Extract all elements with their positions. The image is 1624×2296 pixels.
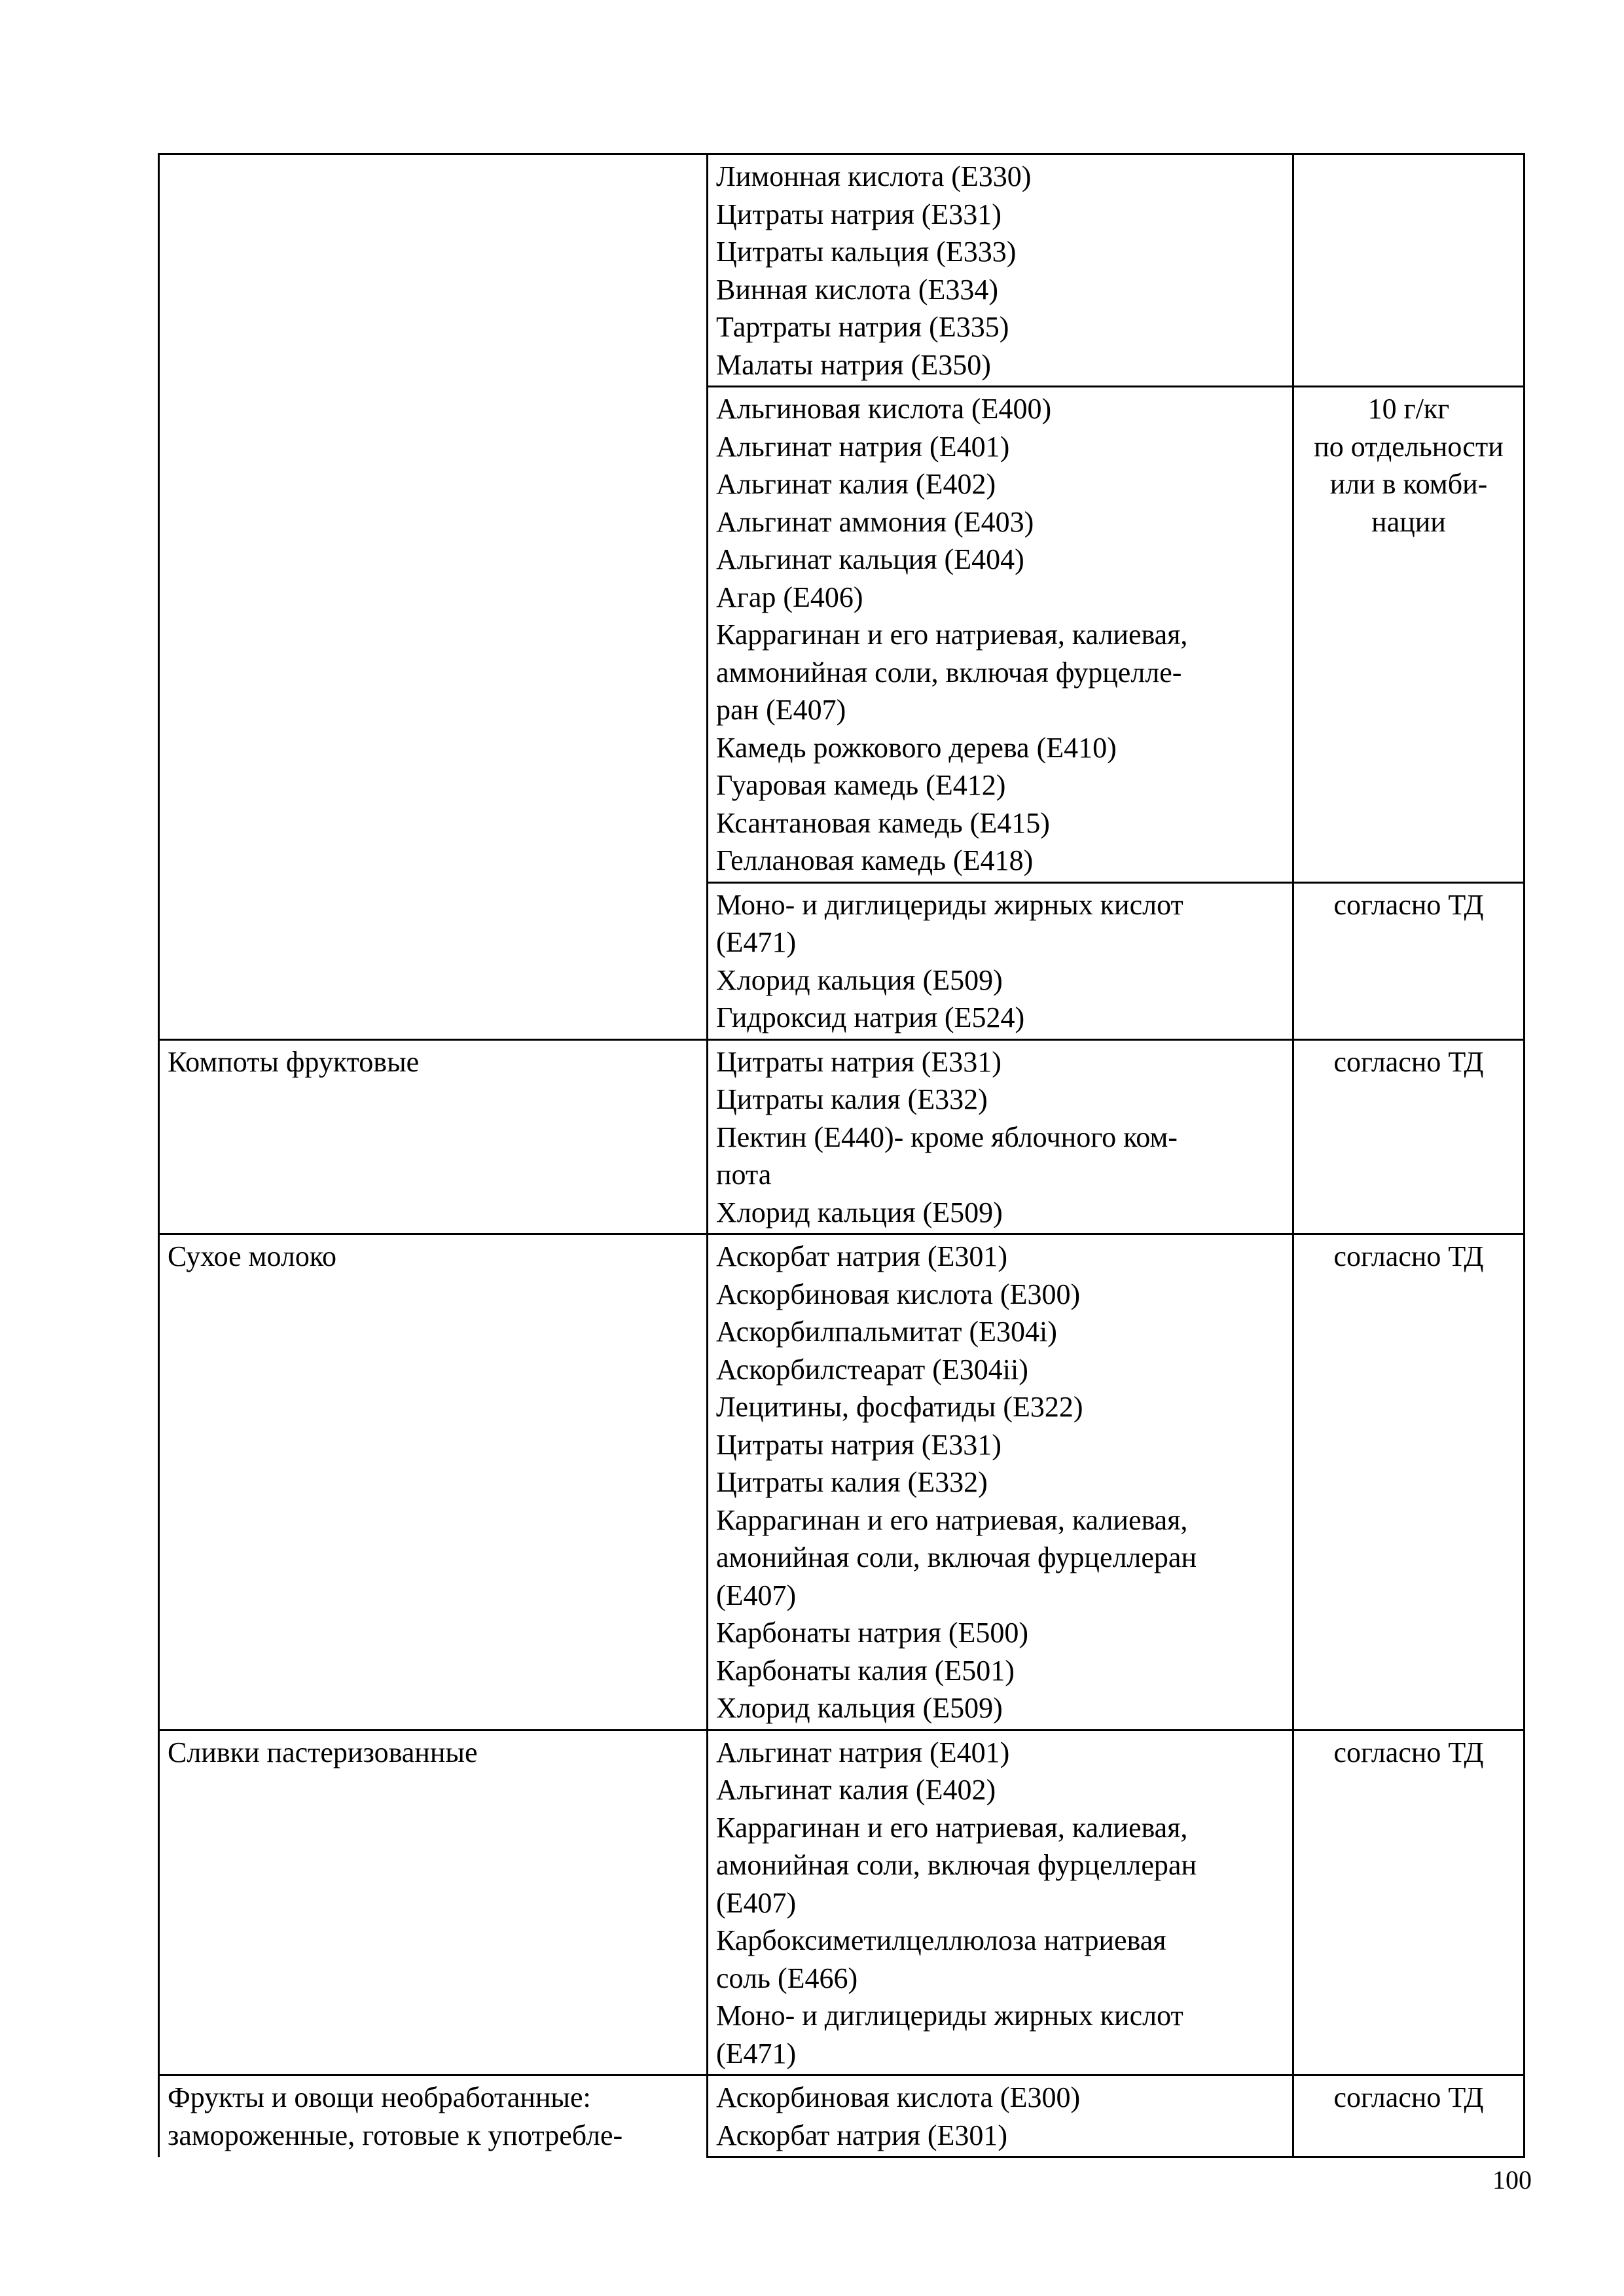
cell-line: Моно- и диглицериды жирных кислот <box>716 888 1183 921</box>
product-cell <box>159 1234 708 1731</box>
additives-cell <box>708 387 1293 883</box>
cell-line: согласно ТД <box>1333 1736 1484 1768</box>
cell-line: (Е471) <box>716 926 797 958</box>
cell-line: Каррагинан и его натриевая, калиевая, <box>716 1503 1188 1536</box>
norm-cell <box>1293 1039 1525 1234</box>
product-cell <box>159 1039 708 1234</box>
norm-cell <box>1293 387 1525 883</box>
additives-cell <box>708 154 1293 387</box>
product-cell <box>159 2075 708 2157</box>
cell-line: Карбонаты калия (Е501) <box>716 1654 1015 1687</box>
cell-line: Сухое молоко <box>168 1240 337 1272</box>
cell-line: Цитраты калия (Е332) <box>716 1083 988 1115</box>
cell-line: Цитраты калия (Е332) <box>716 1466 988 1498</box>
cell-line: Фрукты и овощи необработанные: <box>168 2081 591 2113</box>
table-row <box>159 1039 1525 1234</box>
cell-line: пота <box>716 1158 772 1191</box>
cell-line: Карбонаты натрия (Е500) <box>716 1617 1029 1649</box>
cell-line: ран (Е407) <box>716 694 846 726</box>
cell-line: Гидроксид натрия (Е524) <box>716 1001 1025 1033</box>
cell-line: Карбоксиметилцеллюлоза натриевая <box>716 1924 1166 1956</box>
cell-line: Лимонная кислота (Е330) <box>716 160 1032 192</box>
additives-cell <box>708 1039 1293 1234</box>
cell-line: амонийная соли, включая фурцеллеран <box>716 1849 1197 1881</box>
cell-line: Ксантановая камедь (Е415) <box>716 806 1050 839</box>
cell-line: по отдельности <box>1314 430 1504 463</box>
cell-line: Геллановая камедь (Е418) <box>716 844 1034 876</box>
cell-line: Камедь рожкового дерева (Е410) <box>716 731 1117 764</box>
cell-line: Цитраты кальция (Е333) <box>716 236 1017 268</box>
cell-line: Аскорбилпальмитат (Е304i) <box>716 1316 1057 1348</box>
cell-line: Пектин (Е440)- кроме яблочного ком- <box>716 1121 1178 1153</box>
cell-line: Альгинат аммония (Е403) <box>716 505 1034 538</box>
norm-cell <box>1293 1234 1525 1731</box>
cell-line: Аскорбат натрия (Е301) <box>716 1240 1008 1272</box>
cell-line: или в комби- <box>1329 468 1488 500</box>
additives-cell <box>708 2075 1293 2157</box>
product-cell <box>159 154 708 1040</box>
cell-line: согласно ТД <box>1333 1240 1484 1272</box>
cell-line: Хлорид кальция (Е509) <box>716 1196 1003 1229</box>
norm-cell <box>1293 882 1525 1039</box>
cell-line: Хлорид кальция (Е509) <box>716 963 1003 996</box>
cell-line: Альгинат натрия (Е401) <box>716 1736 1010 1768</box>
cell-line: Цитраты натрия (Е331) <box>716 198 1001 230</box>
cell-line: Сливки пастеризованные <box>168 1736 478 1768</box>
cell-line: замороженные, готовые к употребле- <box>168 2119 623 2151</box>
table-row <box>159 1730 1525 2075</box>
cell-line: Компоты фруктовые <box>168 1045 420 1078</box>
cell-line: согласно ТД <box>1333 888 1484 921</box>
table-row <box>159 1234 1525 1731</box>
cell-line: аммонийная соли, включая фурцелле- <box>716 656 1182 689</box>
cell-line: Альгинат натрия (Е401) <box>716 430 1010 463</box>
cell-line: Моно- и диглицериды жирных кислот <box>716 2000 1183 2032</box>
cell-line: Цитраты натрия (Е331) <box>716 1428 1001 1461</box>
cell-line: Альгинат кальция (Е404) <box>716 543 1024 575</box>
cell-line: Винная кислота (Е334) <box>716 273 999 306</box>
cell-line: Альгиновая кислота (Е400) <box>716 393 1052 425</box>
cell-line: Агар (Е406) <box>716 581 863 613</box>
cell-line: нации <box>1371 505 1446 538</box>
cell-line: Аскорбат натрия (Е301) <box>716 2119 1008 2151</box>
cell-line: Тартраты натрия (Е335) <box>716 311 1009 343</box>
cell-line: (Е407) <box>716 1579 797 1611</box>
cell-line: Аскорбиновая кислота (Е300) <box>716 1278 1081 1310</box>
cell-line: Аскорбиновая кислота (Е300) <box>716 2081 1081 2113</box>
cell-line: Малаты натрия (Е350) <box>716 348 991 381</box>
product-cell <box>159 1730 708 2075</box>
cell-line: Аскорбилстеарат (Е304ii) <box>716 1353 1028 1386</box>
additives-cell <box>708 1234 1293 1731</box>
cell-line: 10 г/кг <box>1367 393 1450 425</box>
table-row <box>159 2075 1525 2157</box>
additives-cell <box>708 882 1293 1039</box>
cell-line: Каррагинан и его натриевая, калиевая, <box>716 619 1188 651</box>
norm-cell <box>1293 2075 1525 2157</box>
cell-line: согласно ТД <box>1333 2081 1484 2113</box>
cell-line: (Е471) <box>716 2037 797 2070</box>
cell-line: Хлорид кальция (Е509) <box>716 1692 1003 1724</box>
cell-line: Гуаровая камедь (Е412) <box>716 769 1006 801</box>
norm-cell <box>1293 1730 1525 2075</box>
additives-table <box>158 153 1525 2158</box>
table-row <box>159 154 1525 387</box>
cell-line: Каррагинан и его натриевая, калиевая, <box>716 1811 1188 1844</box>
cell-line: (Е407) <box>716 1886 797 1919</box>
cell-line: Альгинат калия (Е402) <box>716 1774 996 1806</box>
page-number: 100 <box>1492 2165 1532 2195</box>
cell-line: согласно ТД <box>1333 1045 1484 1078</box>
cell-line: Лецитины, фосфатиды (Е322) <box>716 1391 1083 1423</box>
cell-line: соль (Е466) <box>716 1962 858 1994</box>
cell-line: амонийная соли, включая фурцеллеран <box>716 1541 1197 1573</box>
additives-cell <box>708 1730 1293 2075</box>
norm-cell <box>1293 154 1525 387</box>
cell-line: Цитраты натрия (Е331) <box>716 1045 1001 1078</box>
cell-line: Альгинат калия (Е402) <box>716 468 996 500</box>
